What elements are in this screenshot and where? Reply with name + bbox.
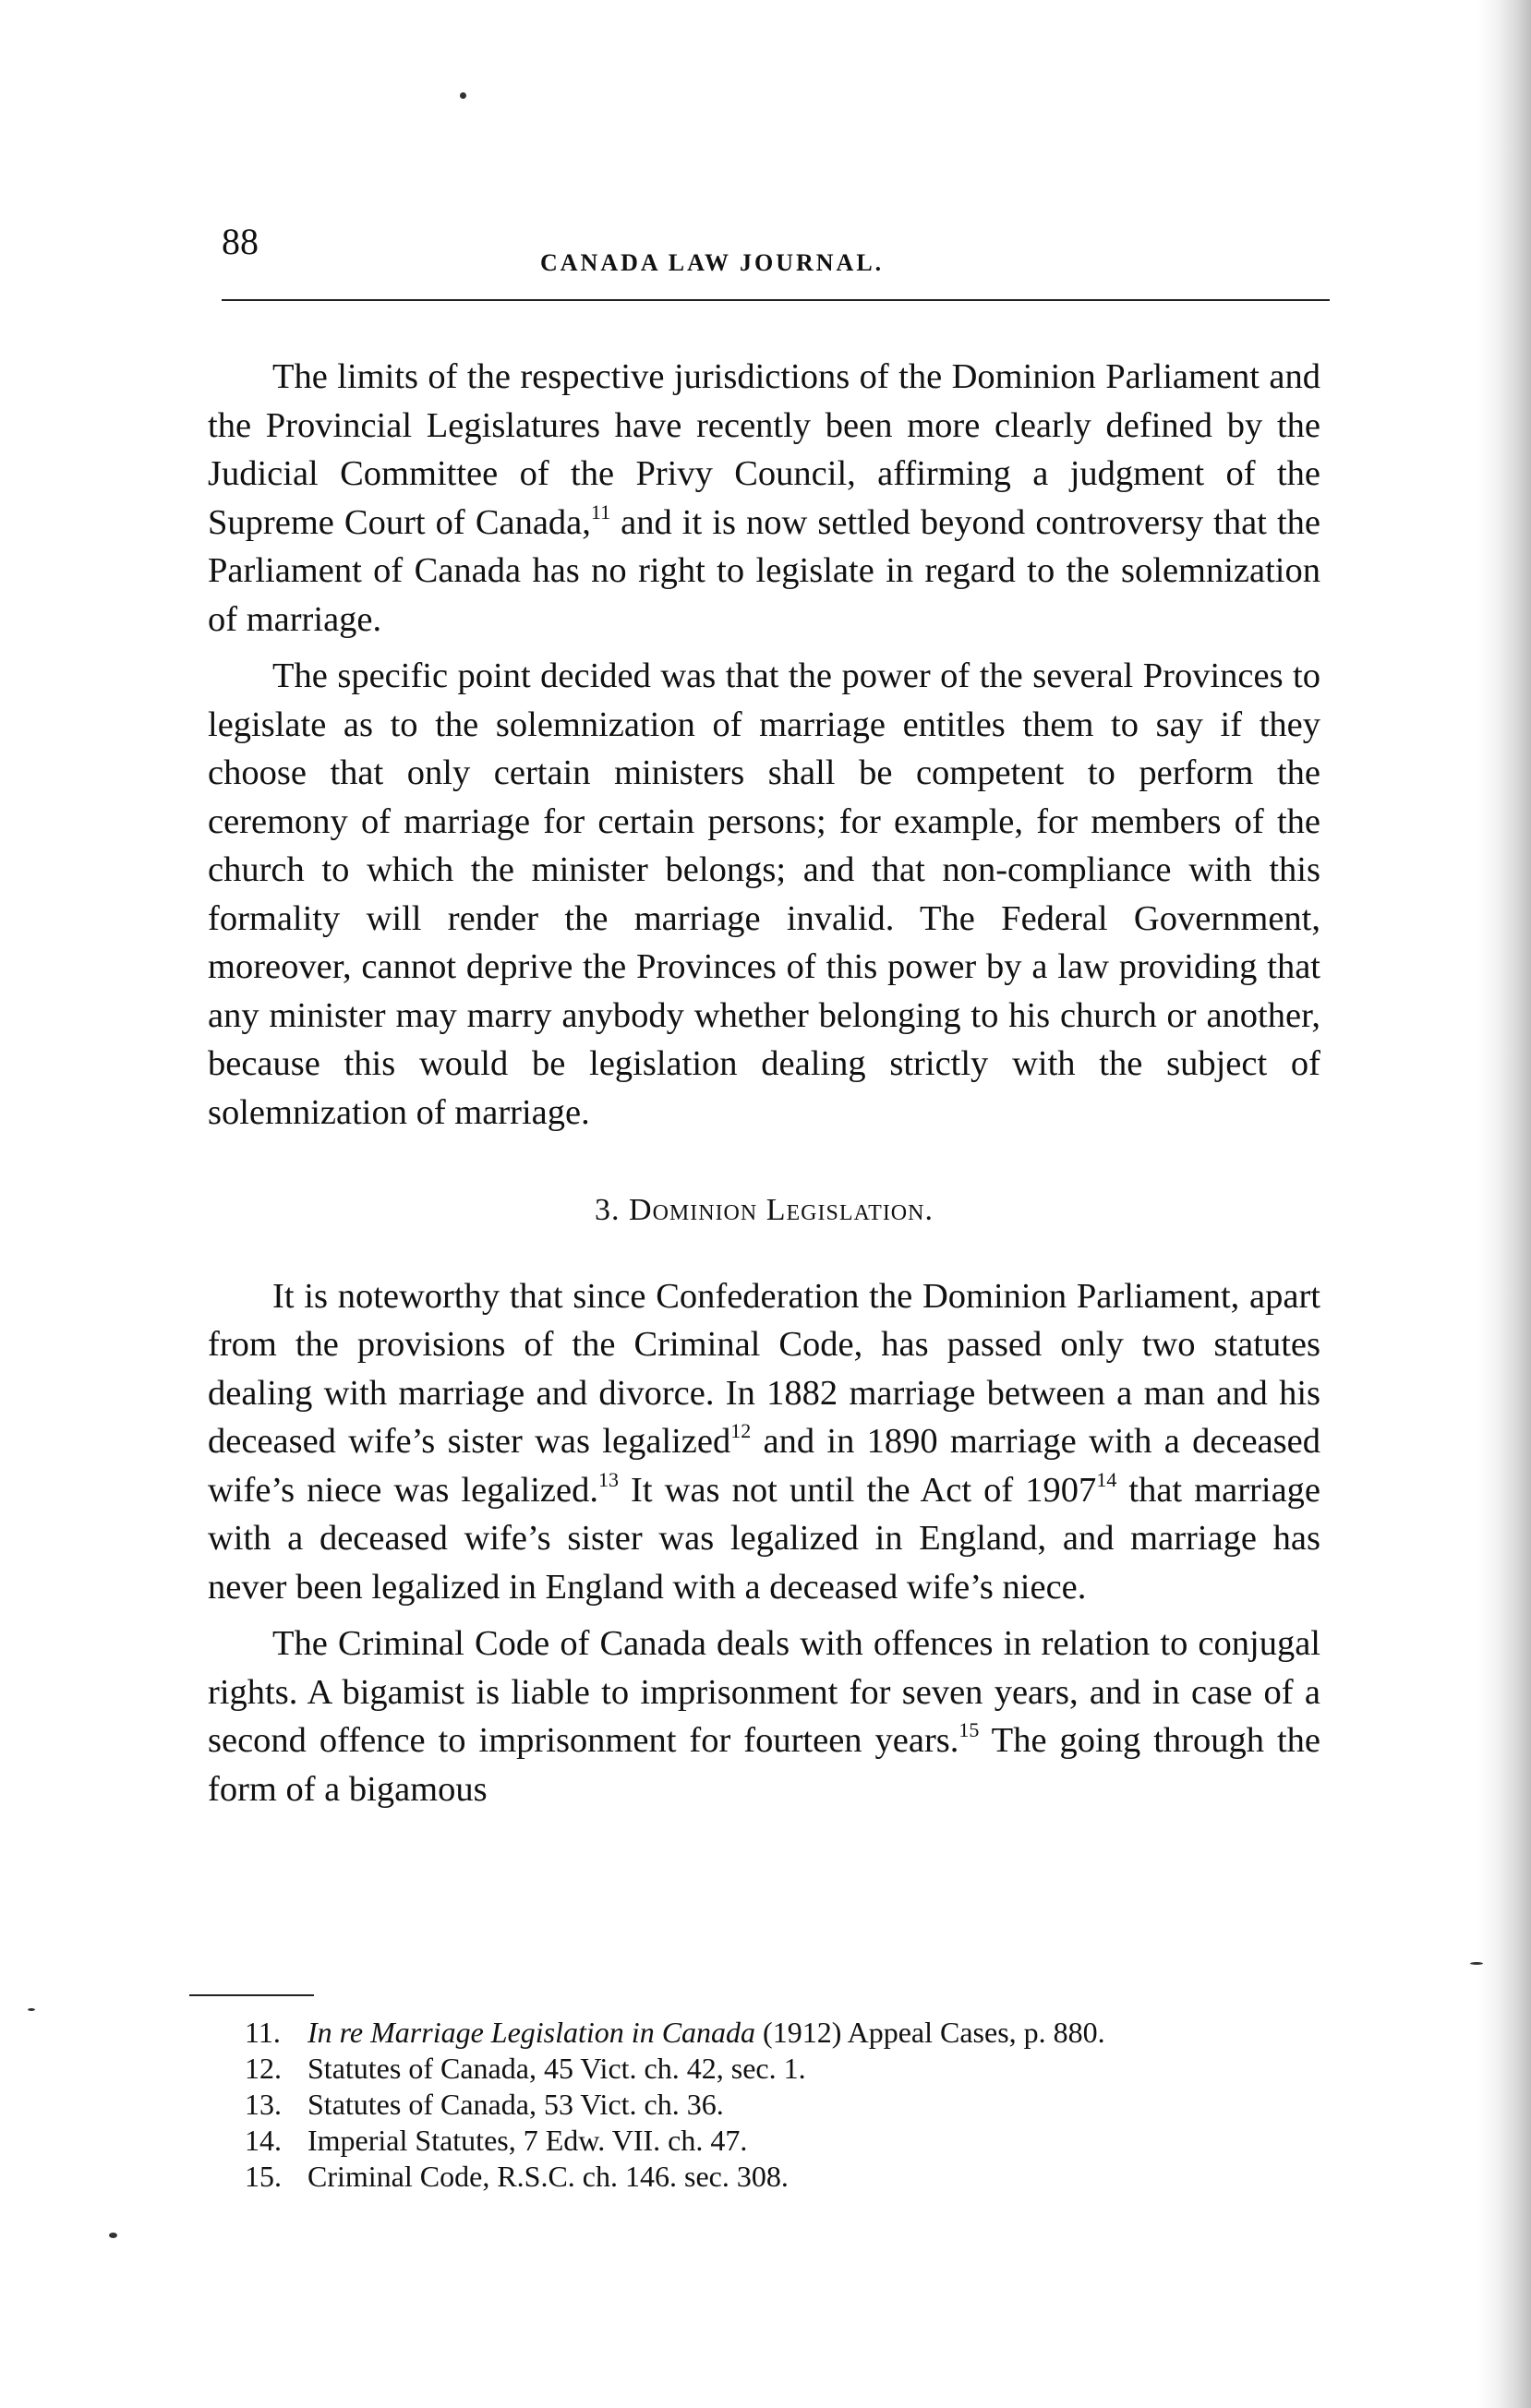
paragraph-dominion-statutes: It is noteworthy that since Confederation the Dominion Parliament, apart from the provisions of the Criminal Code, has passed only two statutes dealing with marriage and divorce. In 1882 marriage between a man and his deceased wife’s sister was legalized$^{12}$ and in 1890 marriage with a deceased wife’s niece was legalized.$^{13}$ It was not until the Act of 1907$^{14}$ that marriage with a deceased wife’s sister was legalized in England, and marriage has never been legalized in England with a deceased wife’s niece. [208, 1276, 1320, 1607]
footnote-13: 13. Statutes of Canada, 53 Vict. ch. 36. [245, 2088, 724, 2121]
page-number: 88 [222, 221, 259, 262]
footnote-12: 12. Statutes of Canada, 45 Vict. ch. 42, sec. 1. [245, 2052, 806, 2085]
footnote-ref-15: 15 [958, 1718, 980, 1741]
running-title: CANADA LAW JOURNAL. [540, 249, 885, 276]
body-text [208, 353, 1320, 1813]
paragraph-jurisdictions: The limits of the respective jurisdictions of the Dominion Parliament and the Provincial Legislatures have recently been more clearly defined by the Judicial Committee of the Privy Council, affirming a judgment of the Supreme Court of Canada,$^{11}$ and it is now settled beyond controversy that the Parliament of Canada has no right to legislate in regard to the solemnization of marriage. [208, 357, 1320, 639]
scan-speck [1470, 1962, 1483, 1965]
footnote-ref-14: 14 [1096, 1467, 1117, 1491]
footnotes [245, 2015, 1260, 2195]
header-rule [222, 299, 1330, 301]
footnote-rule [189, 1994, 314, 1996]
footnote-11: 11. In re Marriage Legislation in Canada (1912) Appeal Cases, p. 880. [245, 2016, 1105, 2049]
page-header [222, 220, 1330, 275]
footnote-15: 15. Criminal Code, R.S.C. ch. 146. sec. 308. [245, 2160, 789, 2193]
paragraph-specific-point: The specific point decided was that the power of the several Provinces to legislate as to the solemnization of marriage entitles them to say if they choose that only certain ministers shall be competent to perform the ceremony of marriage for certain persons; for example, for members of the church to which the minister belongs; and that non-compliance with this formality will render the marriage invalid. The Federal Government, moreover, cannot deprive the Provinces of this power by a law providing that any minister may marry anybody whether belonging to his church or another, because this would be legislation dealing strictly with the subject of solemnization of marriage. [208, 656, 1320, 1132]
footnote-ref-13: 13 [597, 1467, 619, 1491]
paragraph-criminal-code: The Criminal Code of Canada deals with offences in relation to conjugal rights. A bigamist is liable to imprisonment for seven years, and in case of a second offence to imprisonment for fourteen years.$^{15}$ The going through the form of a bigamous [208, 1624, 1320, 1809]
footnote-ref-11: 11 [590, 500, 611, 524]
footnote-ref-12: 12 [730, 1419, 752, 1442]
scan-speck [109, 2233, 117, 2238]
section-heading: 3. Dominion Legislation. [595, 1193, 934, 1227]
scan-speck [460, 92, 466, 99]
scan-speck [28, 2008, 35, 2011]
scanned-page-edge [1477, 0, 1531, 2408]
footnote-14: 14. Imperial Statutes, 7 Edw. VII. ch. 47. [245, 2124, 748, 2157]
